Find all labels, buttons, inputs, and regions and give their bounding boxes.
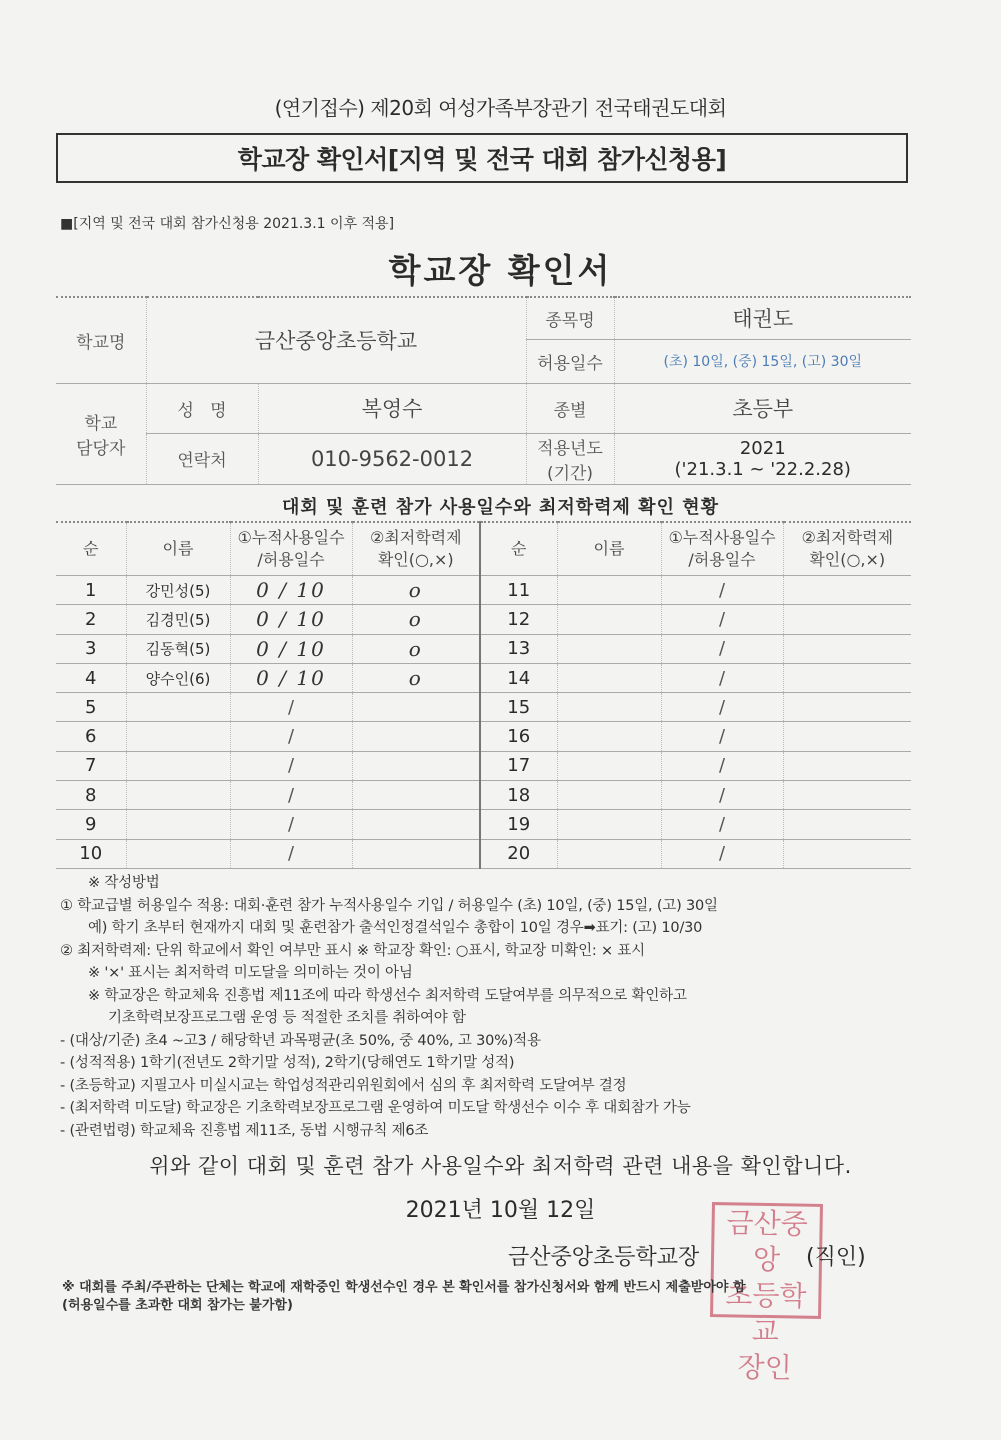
row-no: 15 (480, 693, 557, 722)
row-days: 0 / 10 (230, 663, 352, 692)
row-no: 16 (480, 722, 557, 751)
row-days: / (661, 781, 783, 810)
row-min (352, 722, 480, 751)
status-title: 대회 및 훈련 참가 사용일수와 최저학력제 확인 현황 (281, 497, 719, 518)
phone-value: 010-9562-0012 (258, 433, 526, 484)
row-days: / (230, 693, 352, 722)
header-min-line1: ②최저학력제 (369, 528, 462, 548)
row-days: / (661, 839, 783, 868)
allowed-days-value: (초) 10일, (중) 15일, (고) 30일 (614, 339, 911, 383)
instruction-item: - (관련법령) 학교체육 진흥법 제11조, 동법 시행규칙 제6조 (60, 1122, 429, 1139)
header-days-line2: /허용일수 (257, 550, 325, 569)
header-no: 순 (56, 522, 126, 576)
row-min (783, 576, 911, 605)
instructions (60, 872, 920, 1142)
row-min (783, 663, 911, 692)
header-min (783, 522, 911, 576)
row-name (126, 839, 230, 868)
row-min (783, 605, 911, 634)
row-days: / (661, 663, 783, 692)
header-min-line2: 확인(○,×) (809, 550, 886, 569)
table-row (56, 722, 911, 751)
instruction-item: 기초학력보장프로그램 운영 등 적절한 조치를 취하여야 함 (108, 1010, 466, 1026)
row-no: 7 (56, 751, 126, 780)
row-no: 4 (56, 663, 126, 692)
row-days: / (661, 634, 783, 663)
row-days: / (661, 810, 783, 839)
row-min (783, 693, 911, 722)
instructions-heading: ※ 작성방법 (88, 875, 160, 891)
row-no: 20 (480, 839, 557, 868)
event-value: 태권도 (614, 297, 911, 339)
row-days: / (661, 693, 783, 722)
division-label: 종별 (526, 383, 614, 433)
row-days: / (661, 605, 783, 634)
row-no: 8 (56, 781, 126, 810)
event-subtitle: (연기접수) 제20회 여성가족부장관기 전국태권도대회 (274, 96, 727, 120)
row-min: o (352, 576, 480, 605)
header-days-line1: ①누적사용일수 (237, 528, 345, 548)
row-min: o (352, 663, 480, 692)
division-value: 초등부 (614, 383, 911, 433)
table-row (56, 839, 911, 868)
row-min (352, 839, 480, 868)
contact-person-label (56, 383, 146, 484)
row-no: 10 (56, 839, 126, 868)
row-min (783, 722, 911, 751)
table-row (56, 751, 911, 780)
school-value: 금산중앙초등학교 (146, 297, 526, 383)
period-year: 2021 (739, 437, 786, 459)
event-label: 종목명 (526, 297, 614, 339)
instruction-item: - (대상/기준) 초4 ~고3 / 해당학년 과목평균(초 50%, 중 40%, 고 30%)적용 (60, 1032, 541, 1049)
attendance-table (56, 521, 911, 869)
row-name (557, 576, 661, 605)
principal-signature: 금산중앙초등학교장 (508, 1245, 700, 1270)
table-row (56, 605, 911, 634)
instruction-item: ① 학교급별 허용일수 적용: 대회·훈련 참가 누적사용일수 기입 / 허용일수 (초) 10일, (중) 15일, (고) 30일 (60, 897, 718, 914)
row-days: 0 / 10 (230, 605, 352, 634)
row-no: 12 (480, 605, 557, 634)
applicability-note: ■[지역 및 전국 대회 참가신청용 2021.3.1 이후 적용] (60, 216, 395, 232)
seal-label: (직인) (806, 1245, 866, 1270)
header-days-line1: ①누적사용일수 (668, 528, 776, 548)
form-title-box (56, 133, 908, 183)
period-label (526, 433, 614, 484)
row-no: 14 (480, 663, 557, 692)
header-min-line2: 확인(○,×) (377, 550, 454, 569)
row-days: / (661, 576, 783, 605)
header-no: 순 (480, 522, 557, 576)
table-row (56, 663, 911, 692)
phone-label: 연락처 (146, 433, 258, 484)
row-name: 양수인(6) (126, 663, 230, 692)
row-min: o (352, 605, 480, 634)
row-name (557, 605, 661, 634)
row-min (783, 634, 911, 663)
table-row (56, 781, 911, 810)
table-row (56, 576, 911, 605)
row-name (126, 781, 230, 810)
row-min (352, 810, 480, 839)
issue-date: 2021년 10월 12일 (405, 1198, 596, 1223)
row-no: 5 (56, 693, 126, 722)
period-label-line1: 적용년도 (537, 438, 603, 459)
row-name: 김경민(5) (126, 605, 230, 634)
row-days: 0 / 10 (230, 576, 352, 605)
row-no: 6 (56, 722, 126, 751)
confirmation-statement: 위와 같이 대회 및 훈련 참가 사용일수와 최저학력 관련 내용을 확인합니다. (149, 1154, 852, 1178)
footer-line: ※ 대회를 주최/주관하는 단체는 학교에 재학중인 학생선수인 경우 본 확인서를 참가신청서와 함께 반드시 제출받아야 함 (62, 1280, 746, 1295)
header-days-line2: /허용일수 (688, 550, 756, 569)
row-min (783, 810, 911, 839)
row-name (557, 781, 661, 810)
row-min (352, 693, 480, 722)
row-name (557, 810, 661, 839)
contact-label-line1: 학교 (84, 413, 118, 434)
row-name (126, 810, 230, 839)
instruction-item: ※ '×' 표시는 최저학력 미도달을 의미하는 것이 아님 (88, 965, 413, 981)
instruction-item: 예) 학기 초부터 현재까지 대회 및 훈련참가 출석인정결석일수 총합이 10일 경우➡표기: (고) 10/30 (88, 920, 703, 936)
info-table (56, 296, 911, 485)
name-value: 복영수 (258, 383, 526, 433)
row-name (557, 751, 661, 780)
contact-label-line2: 담당자 (76, 438, 126, 459)
period-label-line2: (기간) (546, 463, 594, 484)
row-no: 11 (480, 576, 557, 605)
row-no: 13 (480, 634, 557, 663)
instruction-item: ② 최저학력제: 단위 학교에서 확인 여부만 표시 ※ 학교장 확인: ○표시, 학교장 미확인: × 표시 (60, 942, 645, 959)
row-no: 1 (56, 576, 126, 605)
row-name: 강민성(5) (126, 576, 230, 605)
footer-note (62, 1279, 746, 1315)
row-name (557, 693, 661, 722)
row-days: / (230, 839, 352, 868)
period-range: ('21.3.1 ~ '22.2.28) (674, 458, 851, 480)
row-no: 17 (480, 751, 557, 780)
header-name: 이름 (557, 522, 661, 576)
row-name (557, 722, 661, 751)
row-no: 18 (480, 781, 557, 810)
row-min (783, 781, 911, 810)
row-days: / (230, 751, 352, 780)
row-min (352, 751, 480, 780)
row-name (126, 722, 230, 751)
header-name: 이름 (126, 522, 230, 576)
footer-line: (허용일수를 초과한 대회 참가는 불가함) (62, 1298, 293, 1313)
header-days (661, 522, 783, 576)
seal-line: 금산중앙 (726, 1206, 809, 1277)
table-row (56, 810, 911, 839)
row-no: 2 (56, 605, 126, 634)
form-title: 학교장 확인서[지역 및 전국 대회 참가신청용] (237, 145, 727, 174)
row-name (126, 693, 230, 722)
row-days: 0 / 10 (230, 634, 352, 663)
instruction-item: - (초등학교) 지필고사 미실시교는 학업성적관리위원회에서 심의 후 최저학력 도달여부 결정 (60, 1077, 627, 1094)
seal-line: 초등학교 (725, 1278, 807, 1349)
row-name (557, 663, 661, 692)
school-label: 학교명 (56, 297, 146, 383)
table-row (56, 634, 911, 663)
instruction-item: - (성적적용) 1학기(전년도 2학기말 성적), 2학기(당해연도 1학기말 성적) (60, 1055, 515, 1071)
row-min (783, 751, 911, 780)
document-title: 학교장 확인서 (388, 251, 613, 290)
row-name (126, 751, 230, 780)
header-days (230, 522, 352, 576)
row-days: / (230, 722, 352, 751)
name-label: 성 명 (146, 383, 258, 433)
table-row (56, 693, 911, 722)
row-days: / (230, 781, 352, 810)
allowed-days-label: 허용일수 (526, 339, 614, 383)
row-min (783, 839, 911, 868)
row-name: 김동혁(5) (126, 634, 230, 663)
instruction-item: - (최저학력 미도달) 학교장은 기초학력보장프로그램 운영하여 미도달 학생선수 이수 후 대회참가 가능 (60, 1100, 691, 1116)
row-no: 9 (56, 810, 126, 839)
row-no: 19 (480, 810, 557, 839)
row-name (557, 839, 661, 868)
row-no: 3 (56, 634, 126, 663)
period-value (614, 433, 911, 484)
seal-line: 장인 (737, 1350, 792, 1385)
row-days: / (661, 722, 783, 751)
header-min-line1: ②최저학력제 (801, 528, 894, 548)
instruction-item: ※ 학교장은 학교체육 진흥법 제11조에 따라 학생선수 최저학력 도달여부를 의무적으로 확인하고 (88, 987, 687, 1004)
row-days: / (230, 810, 352, 839)
row-min: o (352, 634, 480, 663)
row-name (557, 634, 661, 663)
row-min (352, 781, 480, 810)
header-min (352, 522, 480, 576)
row-days: / (661, 751, 783, 780)
